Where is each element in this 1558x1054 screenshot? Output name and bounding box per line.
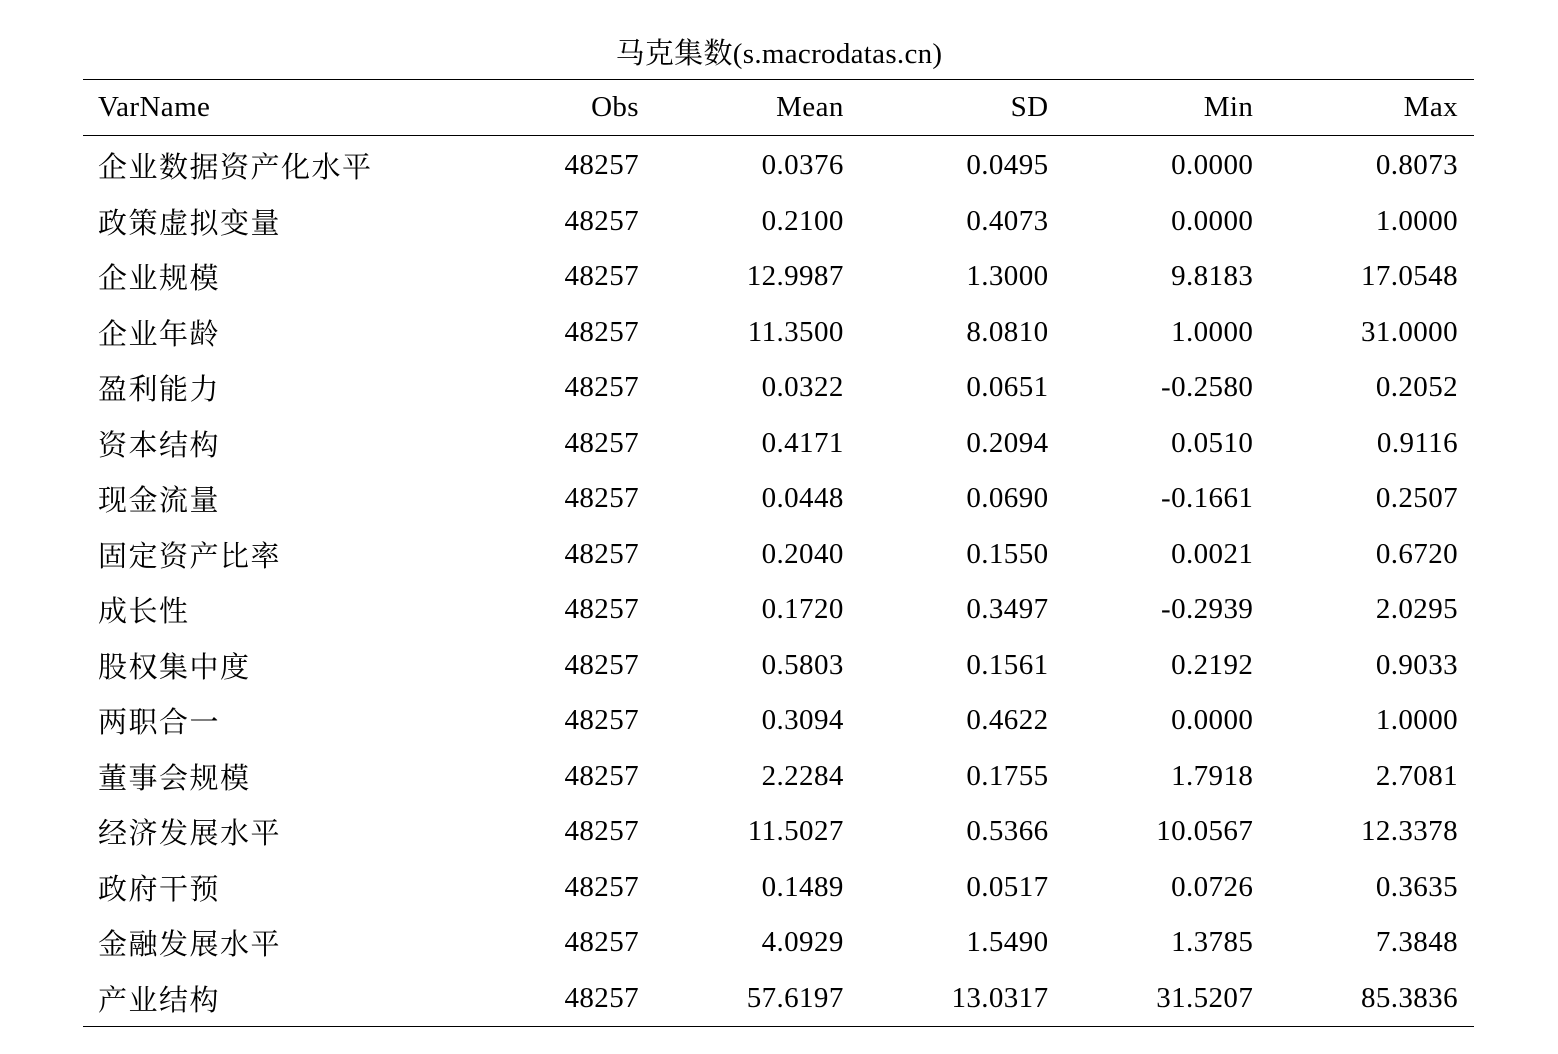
cell-varname: 资本结构: [98, 429, 221, 462]
cell-sd: 1.3000: [966, 260, 1049, 293]
cell-min: 0.0510: [1171, 426, 1254, 459]
cell-varname: 盈利能力: [98, 374, 221, 407]
cell-min: 0.0000: [1171, 149, 1254, 182]
cell-max: 0.6720: [1375, 537, 1458, 570]
header-mean: Mean: [776, 91, 844, 123]
cell-varname: 成长性: [98, 596, 190, 629]
cell-mean: 12.9987: [746, 260, 844, 293]
cell-min: -0.2939: [1161, 593, 1254, 626]
cell-max: 1.0000: [1375, 204, 1458, 237]
cell-obs: 48257: [564, 926, 639, 959]
table-row: [83, 471, 1474, 527]
cell-mean: 0.2100: [761, 204, 844, 237]
cell-obs: 48257: [564, 981, 639, 1014]
cell-varname: 股权集中度: [98, 651, 251, 684]
cell-varname: 企业规模: [98, 263, 221, 296]
cell-mean: 11.5027: [747, 815, 844, 848]
cell-max: 2.7081: [1375, 759, 1458, 792]
cell-mean: 0.2040: [761, 537, 844, 570]
cell-max: 31.0000: [1360, 315, 1458, 348]
cell-max: 0.2507: [1375, 482, 1458, 515]
table-row: [83, 249, 1474, 305]
cell-obs: 48257: [564, 482, 639, 515]
header-obs: Obs: [591, 91, 639, 123]
cell-min: 1.7918: [1171, 759, 1254, 792]
cell-sd: 0.2094: [966, 426, 1049, 459]
cell-sd: 1.5490: [966, 926, 1049, 959]
cell-mean: 0.4171: [761, 426, 844, 459]
cell-mean: 0.5803: [761, 648, 844, 681]
cell-max: 0.2052: [1375, 371, 1458, 404]
cell-sd: 0.0651: [966, 371, 1049, 404]
cell-obs: 48257: [564, 260, 639, 293]
table-row: [83, 416, 1474, 472]
cell-obs: 48257: [564, 704, 639, 737]
cell-varname: 政策虚拟变量: [98, 207, 282, 240]
cell-mean: 0.3094: [761, 704, 844, 737]
cell-max: 85.3836: [1360, 981, 1458, 1014]
cell-max: 1.0000: [1375, 704, 1458, 737]
cell-obs: 48257: [564, 870, 639, 903]
header-max: Max: [1403, 91, 1458, 123]
cell-min: 9.8183: [1171, 260, 1254, 293]
cell-varname: 经济发展水平: [98, 818, 282, 851]
cell-mean: 0.1720: [761, 593, 844, 626]
cell-min: 1.3785: [1171, 926, 1254, 959]
cell-varname: 企业年龄: [98, 318, 221, 351]
cell-obs: 48257: [564, 815, 639, 848]
cell-varname: 金融发展水平: [98, 929, 282, 962]
table-row: [83, 915, 1474, 971]
cell-obs: 48257: [564, 759, 639, 792]
cell-obs: 48257: [564, 537, 639, 570]
cell-varname: 董事会规模: [98, 762, 251, 795]
header-row: [83, 80, 1474, 136]
table-row: [83, 194, 1474, 250]
cell-sd: 13.0317: [951, 981, 1049, 1014]
cell-max: 12.3378: [1360, 815, 1458, 848]
cell-obs: 48257: [564, 149, 639, 182]
header-sd: SD: [1010, 91, 1049, 123]
cell-min: -0.1661: [1161, 482, 1254, 515]
cell-varname: 固定资产比率: [98, 540, 282, 573]
cell-max: 0.9033: [1375, 648, 1458, 681]
cell-mean: 0.0448: [761, 482, 844, 515]
cell-max: 2.0295: [1375, 593, 1458, 626]
table-row: [83, 360, 1474, 416]
cell-varname: 现金流量: [98, 485, 221, 518]
cell-max: 17.0548: [1360, 260, 1458, 293]
table-row: [83, 693, 1474, 749]
header-varname: VarName: [98, 91, 211, 123]
descriptive-statistics-table: [83, 79, 1474, 1027]
cell-mean: 0.0322: [761, 371, 844, 404]
cell-varname: 产业结构: [98, 984, 221, 1017]
table-body: [83, 136, 1474, 1027]
table-row: [83, 527, 1474, 583]
cell-obs: 48257: [564, 204, 639, 237]
cell-max: 0.3635: [1375, 870, 1458, 903]
cell-max: 0.9116: [1376, 426, 1458, 459]
cell-min: 0.2192: [1171, 648, 1254, 681]
header-min: Min: [1203, 91, 1254, 123]
table-row: [83, 804, 1474, 860]
cell-varname: 企业数据资产化水平: [98, 152, 373, 185]
cell-obs: 48257: [564, 648, 639, 681]
table-row: [83, 136, 1474, 194]
cell-max: 7.3848: [1375, 926, 1458, 959]
cell-sd: 0.4622: [966, 704, 1049, 737]
cell-min: 0.0021: [1171, 537, 1254, 570]
table-row: [83, 582, 1474, 638]
cell-min: 0.0726: [1171, 870, 1254, 903]
cell-sd: 8.0810: [966, 315, 1049, 348]
cell-sd: 0.4073: [966, 204, 1049, 237]
cell-max: 0.8073: [1375, 149, 1458, 182]
table-header: [83, 80, 1474, 136]
cell-obs: 48257: [564, 426, 639, 459]
cell-sd: 0.5366: [966, 815, 1049, 848]
cell-mean: 2.2284: [761, 759, 844, 792]
cell-obs: 48257: [564, 593, 639, 626]
table-row: [83, 971, 1474, 1027]
cell-mean: 4.0929: [761, 926, 844, 959]
cell-min: 10.0567: [1156, 815, 1254, 848]
cell-mean: 11.3500: [747, 315, 844, 348]
table-row: [83, 860, 1474, 916]
cell-min: 31.5207: [1156, 981, 1254, 1014]
cell-min: 0.0000: [1171, 704, 1254, 737]
table-row: [83, 305, 1474, 361]
cell-sd: 0.0690: [966, 482, 1049, 515]
cell-sd: 0.0495: [966, 149, 1049, 182]
cell-mean: 0.0376: [761, 149, 844, 182]
cell-mean: 57.6197: [746, 981, 844, 1014]
cell-sd: 0.1755: [966, 759, 1049, 792]
cell-sd: 0.0517: [966, 870, 1049, 903]
cell-varname: 两职合一: [98, 707, 221, 740]
cell-obs: 48257: [564, 371, 639, 404]
cell-min: 0.0000: [1171, 204, 1254, 237]
cell-obs: 48257: [564, 315, 639, 348]
cell-mean: 0.1489: [761, 870, 844, 903]
table-row: [83, 749, 1474, 805]
table-row: [83, 638, 1474, 694]
table-caption: 马克集数(s.macrodatas.cn): [615, 38, 943, 70]
cell-sd: 0.3497: [966, 593, 1049, 626]
cell-varname: 政府干预: [98, 873, 221, 906]
cell-min: 1.0000: [1171, 315, 1254, 348]
cell-min: -0.2580: [1161, 371, 1254, 404]
cell-sd: 0.1550: [966, 537, 1049, 570]
cell-sd: 0.1561: [966, 648, 1049, 681]
